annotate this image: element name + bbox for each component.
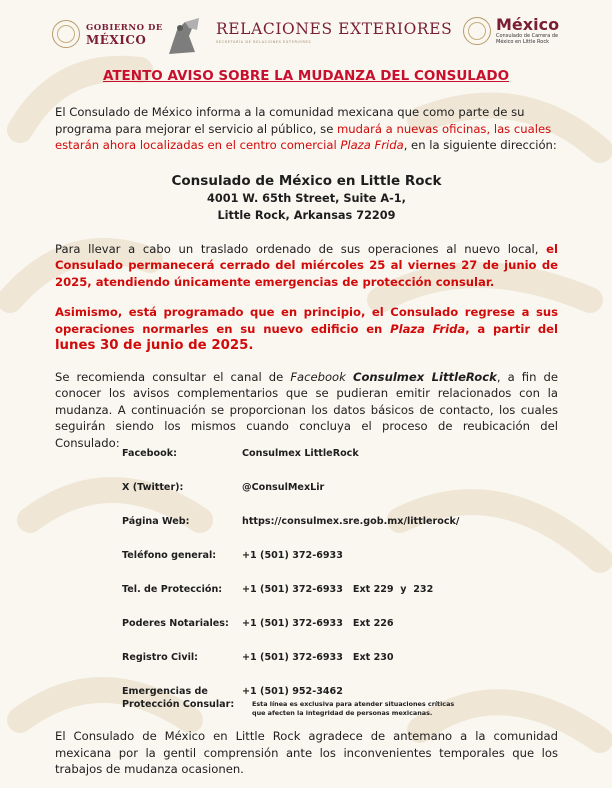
new-address bbox=[55, 172, 558, 224]
recommend-paragraph bbox=[55, 369, 558, 452]
contact-label: Teléfono general: bbox=[122, 550, 217, 561]
notice-body bbox=[55, 104, 558, 451]
contact-value: +1 (501) 372-6933 Ext 229 y 232 bbox=[242, 584, 434, 595]
mexico-wordmark: México bbox=[496, 15, 560, 34]
notice-title: ATENTO AVISO SOBRE LA MUDANZA DEL CONSULADO bbox=[102, 68, 510, 84]
closure-text: Para llevar a cabo un traslado ordenado de sus operaciones al nuevo local, bbox=[55, 241, 547, 256]
contact-value: https://consulmex.sre.gob.mx/littlerock/ bbox=[242, 516, 460, 527]
emergency-note-line-2: que afecten la integridad de personas mexicanas. bbox=[252, 708, 433, 717]
contact-label: Tel. de Protección: bbox=[122, 584, 223, 595]
gobierno-de-mexico-logo bbox=[52, 20, 163, 48]
national-seal-icon bbox=[52, 20, 80, 48]
address-line-2: Little Rock, Arkansas 72209 bbox=[217, 208, 396, 222]
woman-with-flag-icon bbox=[163, 16, 201, 56]
reopen-text: Asimismo, está programado que en principio, el Consulado regrese a sus operaciones normarles en su nuevo edificio en bbox=[55, 305, 558, 336]
facebook-mention: Facebook bbox=[290, 369, 346, 384]
consulate-name: Consulado de Carrera de México en Little Rock bbox=[496, 33, 559, 45]
reopen-paragraph bbox=[55, 304, 558, 355]
consulate-seal-icon bbox=[463, 17, 491, 45]
intro-paragraph bbox=[55, 104, 558, 154]
intro-text: El Consulado de México informa a la comunidad mexicana que como parte de su programa para mejorar el servicio al público, se bbox=[55, 105, 525, 136]
closing-paragraph: El Consulado de México en Little Rock agradece de antemano a la comunidad mexicana por la gentil comprensión ante los inconvenientes temporales que los trabajos de mudanza ocasionen. bbox=[55, 729, 558, 776]
closure-paragraph bbox=[55, 241, 558, 291]
intro-text-end: , en la siguiente dirección: bbox=[403, 138, 557, 152]
gob-line-1: GOBIERNO DE bbox=[86, 23, 163, 33]
contact-value: +1 (501) 372-6933 Ext 226 bbox=[242, 618, 394, 629]
reopen-plaza-frida: Plaza Frida bbox=[390, 321, 466, 336]
contact-value: @ConsulMexLir bbox=[242, 482, 325, 493]
contact-label: Facebook: bbox=[122, 448, 177, 459]
recommend-text-end: , a fin de conocer los avisos complementarios que se pudieran emitir relacionados con la mudanza. A continuación se proporcionan los datos básicos de contacto, los cuales seguirán siendo los mismos cuando concluya el proceso de reubicación del Consulado: bbox=[55, 369, 558, 450]
intro-highlight: mudará a nuevas oficinas, las cuales estarán ahora localizadas en el centro comercial bbox=[55, 121, 552, 152]
reopen-text-mid: , a partir del bbox=[465, 321, 558, 336]
plaza-frida-mention: Plaza Frida bbox=[340, 138, 404, 152]
contact-value: +1 (501) 372-6933 bbox=[242, 550, 343, 561]
contact-label: Emergencias de Protección Consular: bbox=[122, 686, 235, 710]
gob-line-2: MÉXICO bbox=[86, 33, 147, 47]
contact-value: Consulmex LittleRock bbox=[242, 448, 359, 459]
contact-value: +1 (501) 372-6933 Ext 230 bbox=[242, 652, 394, 663]
contact-label: Registro Civil: bbox=[122, 652, 199, 663]
facebook-page-name: Consulmex LittleRock bbox=[352, 369, 497, 384]
contact-label: Página Web: bbox=[122, 516, 190, 527]
consulado-mexico-logo bbox=[463, 16, 576, 45]
closure-dates: el Consulado permanecerá cerrado del miércoles 25 al viernes 27 de junio de 2025, atendiendo únicamente emergencias de protección consular. bbox=[55, 241, 558, 289]
recommend-text: Se recomienda consultar el canal de bbox=[55, 369, 291, 384]
sre-subtitle: SECRETARÍA DE RELACIONES EXTERIORES bbox=[216, 40, 312, 44]
sre-logo bbox=[216, 20, 461, 44]
address-line-1: 4001 W. 65th Street, Suite A-1, bbox=[207, 191, 406, 205]
contact-label: X (Twitter): bbox=[122, 482, 184, 493]
sre-title: RELACIONES EXTERIORES bbox=[216, 20, 453, 38]
emergency-note-line-1: Esta línea es exclusiva para atender situaciones críticas bbox=[252, 700, 455, 708]
reopen-date: lunes 30 de junio de 2025. bbox=[55, 338, 254, 353]
address-name: Consulado de México en Little Rock bbox=[171, 172, 442, 189]
letterhead bbox=[0, 0, 612, 62]
contact-value: +1 (501) 952-3462 bbox=[242, 686, 343, 697]
contact-label: Poderes Notariales: bbox=[122, 618, 229, 629]
emergency-note bbox=[252, 700, 454, 717]
